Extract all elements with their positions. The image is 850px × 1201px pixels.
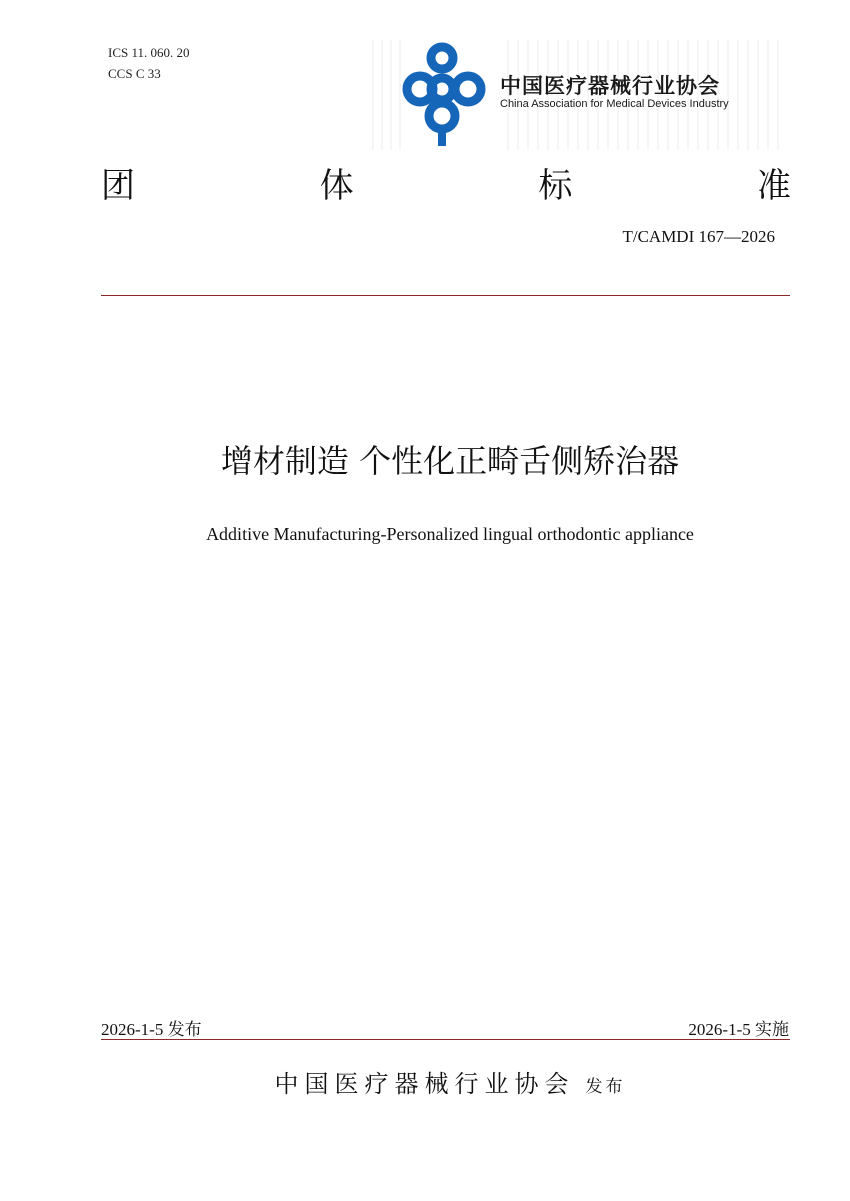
organization-name-cn: 中国医疗器械行业协会: [500, 74, 720, 98]
publisher-suffix: 发布: [585, 1077, 626, 1097]
standard-type-char: 体: [319, 166, 354, 206]
standard-type-char: 标: [538, 166, 573, 206]
bottom-divider: [101, 1039, 790, 1040]
implementation-date: 2026-1-5 实施: [688, 1020, 789, 1039]
standard-type-char: 准: [756, 166, 791, 206]
publisher-line: [0, 1064, 850, 1099]
classification-codes: [108, 42, 190, 84]
publisher-name: 中国医疗器械行业协会: [274, 1070, 575, 1098]
ccs-code: CCS C 33: [108, 66, 161, 81]
ics-code: ICS 11. 060. 20: [108, 45, 190, 60]
standard-number: T/CAMDI 167—2026: [622, 227, 775, 246]
standard-type-char: 团: [101, 166, 135, 206]
top-divider: [101, 295, 790, 296]
organization-name-en: China Association for Medical Devices Industry: [500, 98, 729, 110]
document-title-cn: 增材制造 个性化正畸舌侧矫治器: [220, 442, 680, 480]
document-title-en: Additive Manufacturing-Personalized lingual orthodontic appliance: [206, 524, 694, 544]
association-knot-logo-icon: [400, 42, 495, 150]
standard-type-heading: [101, 158, 791, 207]
publish-date: 2026-1-5 发布: [101, 1020, 202, 1039]
